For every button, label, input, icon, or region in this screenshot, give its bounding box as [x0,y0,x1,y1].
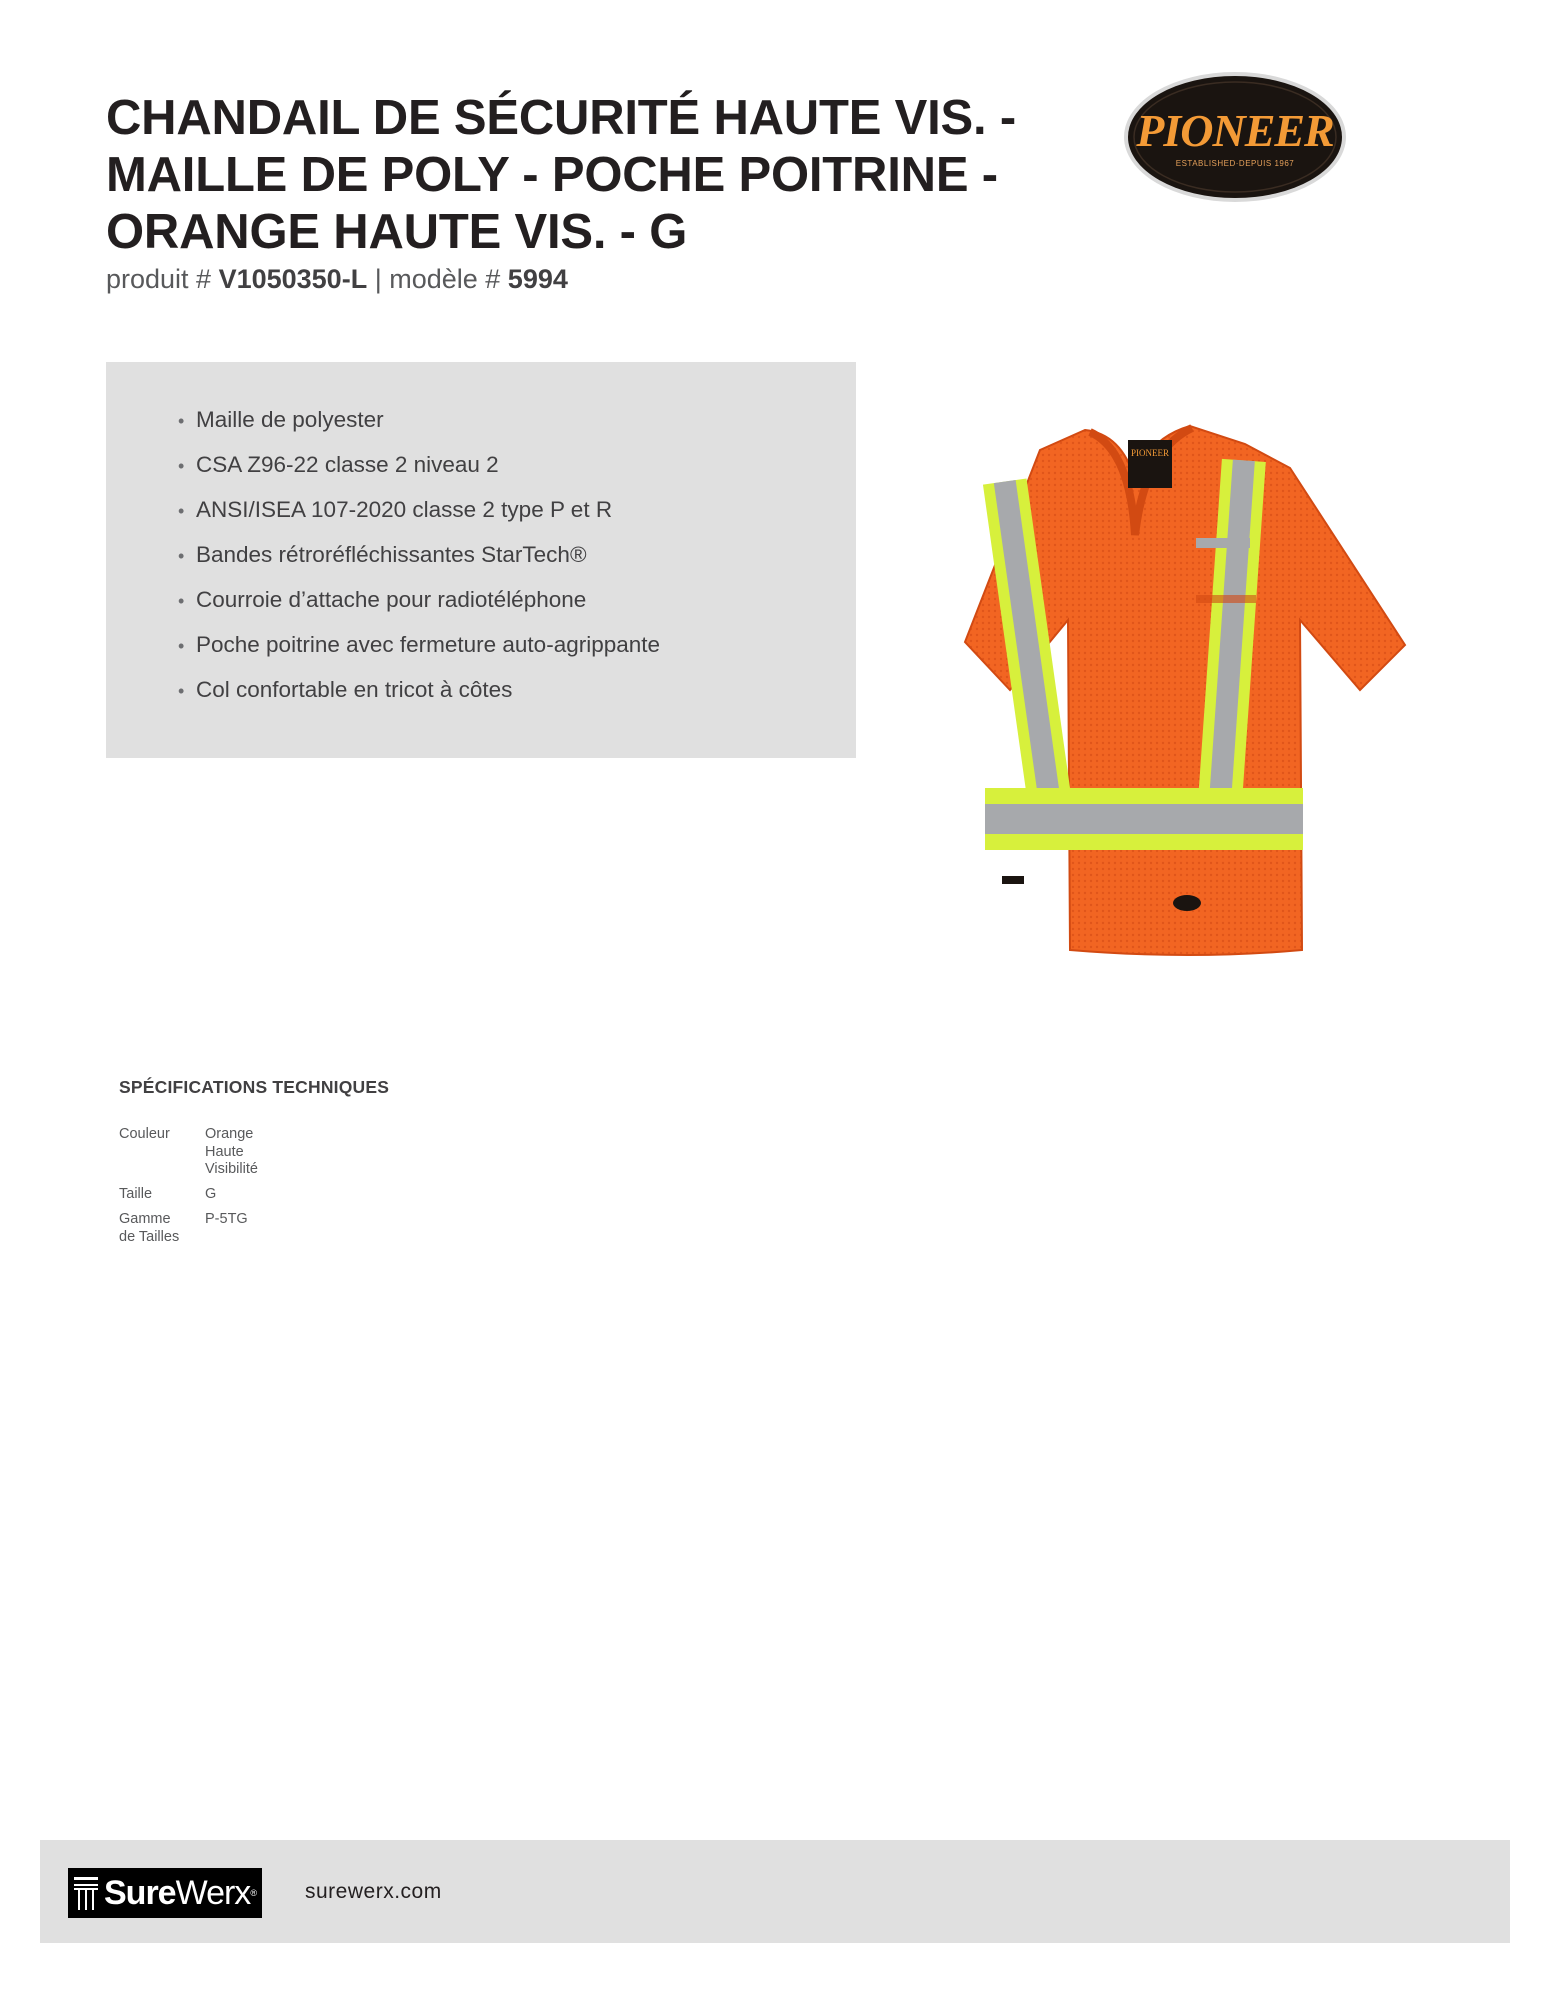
feature-item [178,406,660,451]
spec-key: Taille [119,1186,153,1202]
svg-text:ESTABLISHED·DEPUIS 1967: ESTABLISHED·DEPUIS 1967 [1175,159,1295,168]
feature-text: CSA Z96-22 classe 2 niveau 2 [196,452,499,477]
footer-bar [40,1840,1510,1943]
feature-item [178,541,660,586]
registered-mark: ® [250,1888,256,1898]
features-panel [106,362,856,758]
surewerx-wordmark [104,1873,256,1913]
bullet-icon: • [178,591,185,611]
model-number: 5994 [507,264,568,294]
spec-value: Orange Haute Visibilité [205,1126,258,1177]
svg-text:PIONEER: PIONEER [1131,448,1169,458]
spec-key: Couleur [119,1126,170,1142]
feature-item [178,496,660,541]
feature-text: Col confortable en tricot à côtes [196,677,513,702]
surewerx-logo [68,1868,262,1918]
feature-text: Maille de polyester [196,407,384,432]
spec-key: Gamme de Tailles [119,1211,180,1245]
specs-heading: SPÉCIFICATIONS TECHNIQUES [119,1077,390,1097]
product-title [106,90,1086,261]
product-identifiers [106,264,568,295]
product-title-line: ORANGE HAUTE VIS. - G [106,205,688,259]
feature-text: Bandes rétroréfléchissantes StarTech® [196,542,587,567]
feature-item [178,451,660,496]
identifier-separator: | [367,264,390,294]
website-link[interactable]: surewerx.com [305,1880,442,1903]
features-list [178,406,660,721]
product-image-shirt [890,410,1430,970]
bullet-icon: • [178,501,185,521]
spec-value: G [205,1186,217,1202]
svg-text:PIONEER: PIONEER [1136,105,1334,156]
feature-text: Poche poitrine avec fermeture auto-agrippante [196,632,661,657]
bullet-icon: • [178,546,185,566]
feature-item [178,676,660,721]
feature-text: ANSI/ISEA 107-2020 classe 2 type P et R [196,497,613,522]
feature-item [178,586,660,631]
bullet-icon: • [178,411,185,431]
bullet-icon: • [178,681,185,701]
model-number-label: modèle # [389,264,508,294]
product-title-line: CHANDAIL DE SÉCURITÉ HAUTE VIS. - [106,91,1016,145]
product-number-label: produit # [106,264,219,294]
feature-text: Courroie d’attache pour radiotéléphone [196,587,587,612]
surewerx-mark-icon [74,1875,100,1911]
surewerx-sure: Sure [104,1874,176,1912]
product-number: V1050350-L [218,264,368,294]
product-title-line: MAILLE DE POLY - POCHE POITRINE - [106,148,998,202]
pioneer-logo [1122,70,1348,204]
bullet-icon: • [178,636,185,656]
feature-item [178,631,660,676]
spec-value: P-5TG [205,1211,248,1227]
bullet-icon: • [178,456,185,476]
surewerx-werx: Werx [175,1874,251,1912]
